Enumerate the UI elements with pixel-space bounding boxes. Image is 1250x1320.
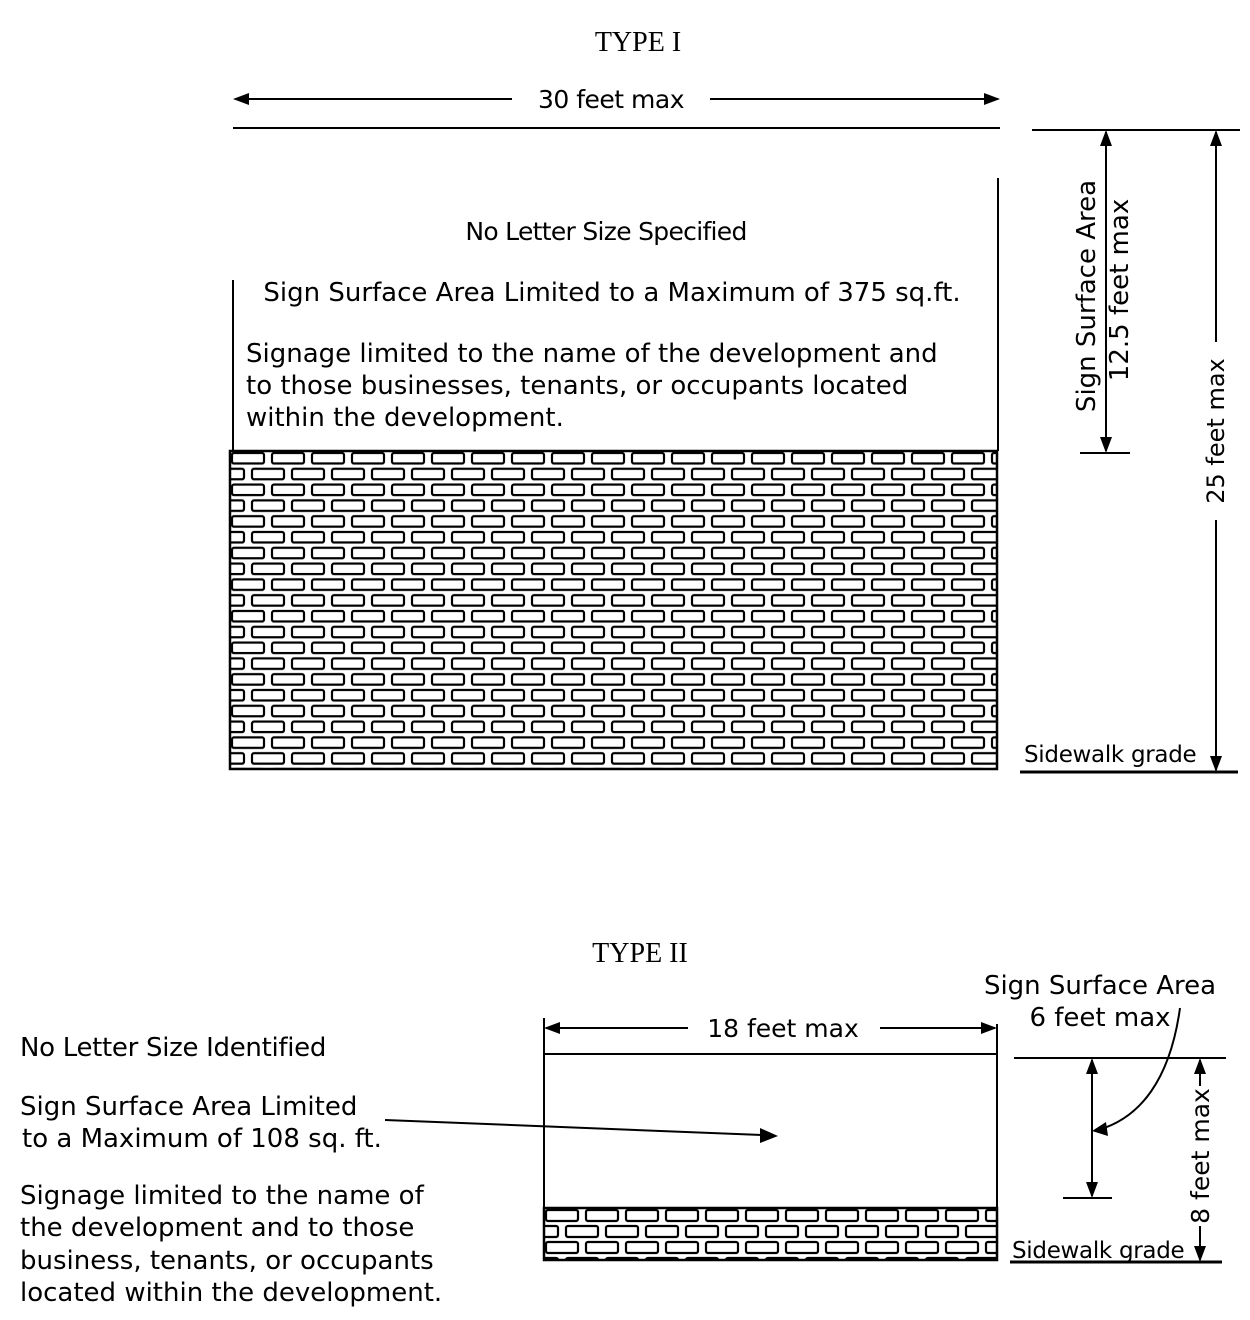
type2-area-leader-arrow	[385, 1120, 778, 1143]
type2-surface-label-b: 6 feet max	[1029, 1003, 1171, 1033]
type1-grade-label: Sidewalk grade	[1024, 742, 1197, 768]
type2-area-note-line2: to a Maximum of 108 sq. ft.	[22, 1124, 382, 1154]
type1-width-label: 30 feet max	[537, 85, 685, 114]
type1-signage-note-line1: Signage limited to the name of the development and	[246, 339, 938, 369]
type2-signage-note-line1: Signage limited to the name of	[20, 1181, 424, 1211]
type2-title: TYPE II	[592, 938, 688, 969]
type1-signage-note-line3: within the development.	[246, 403, 564, 433]
type2-signage-note-line3: business, tenants, or occupants	[20, 1246, 434, 1276]
type1-signage-note-line2: to those businesses, tenants, or occupants located	[246, 371, 909, 401]
type1-surface-label-b: 12.5 feet max	[1105, 198, 1135, 382]
type2-signage-note-line4: located within the development.	[20, 1278, 443, 1308]
type1-title: TYPE I	[594, 27, 682, 58]
type1-letter-size-note: No Letter Size Specified	[465, 217, 747, 246]
type2-width-label: 18 feet max	[707, 1014, 859, 1043]
type2-grade-label: Sidewalk grade	[1012, 1238, 1185, 1264]
type2-surface-label-a: Sign Surface Area	[983, 971, 1217, 1001]
type1-area-note: Sign Surface Area Limited to a Maximum of 375 sq.ft.	[263, 278, 961, 308]
type2-area-note-line1: Sign Surface Area Limited	[20, 1092, 358, 1122]
type2-letter-size-note: No Letter Size Identified	[20, 1033, 327, 1063]
type1-surface-label-a: Sign Surface Area	[1072, 179, 1102, 413]
type1-brick-base	[230, 451, 997, 769]
type2-brick-base	[544, 1208, 997, 1260]
type2-signage-note-line2: the development and to those	[20, 1213, 415, 1243]
type1-height-label: 25 feet max	[1202, 358, 1230, 504]
type2-height-label: 8 feet max	[1186, 1088, 1215, 1224]
